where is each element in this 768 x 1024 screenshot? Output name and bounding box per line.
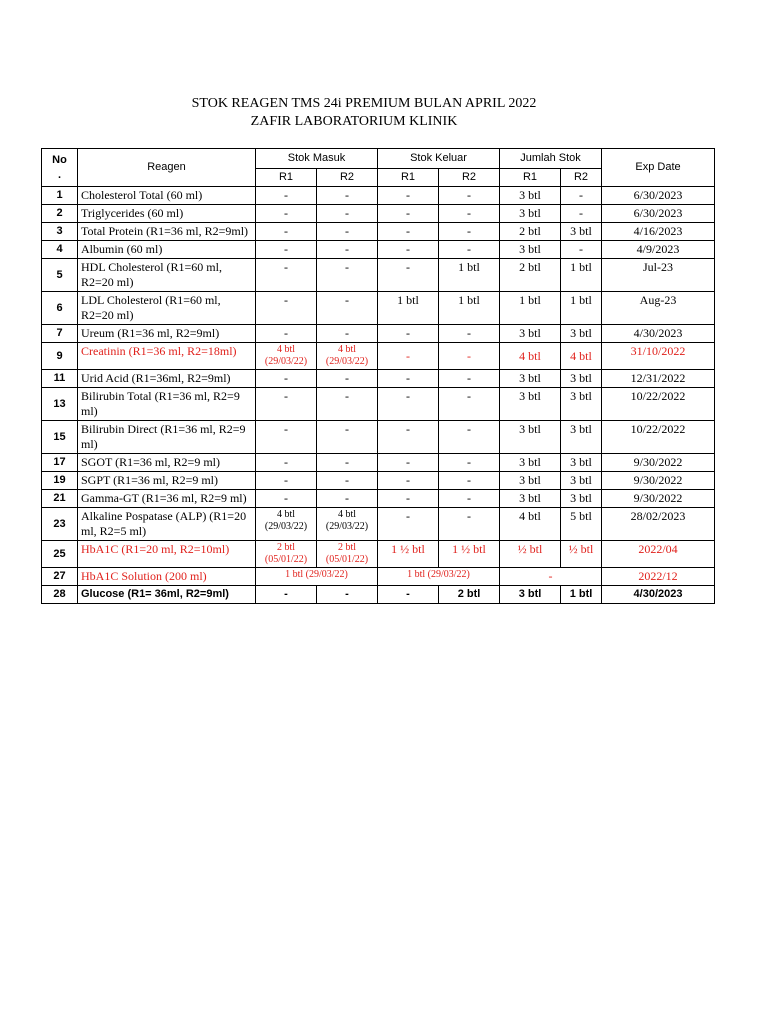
stok-keluar-r1: - [378,421,439,454]
exp-date: 12/31/2022 [602,370,715,388]
stok-masuk-r1: 4 btl (29/03/22) [256,343,317,370]
jumlah-stok-r1: 3 btl [500,205,561,223]
jumlah-stok-r2: 3 btl [561,388,602,421]
reagen-name: HbA1C Solution (200 ml) [78,568,256,586]
header-exp-date: Exp Date [602,149,715,187]
stok-keluar-r2: - [439,370,500,388]
header-stok-keluar: Stok Keluar [378,149,500,169]
stok-keluar-r2: - [439,187,500,205]
reagen-name: LDL Cholesterol (R1=60 ml, R2=20 ml) [78,292,256,325]
stok-keluar-r1: - [378,508,439,541]
jumlah-stok-r2: 1 btl [561,586,602,604]
stok-masuk-r1: - [256,187,317,205]
table-row [42,205,715,223]
jumlah-stok-r2: 4 btl [561,343,602,370]
exp-date: 6/30/2023 [602,187,715,205]
table-row [42,421,715,454]
row-no: 27 [42,568,78,586]
header-no-line1: No [52,153,67,166]
jumlah-stok-r1: 3 btl [500,421,561,454]
exp-date: 4/30/2023 [602,586,715,604]
table-row [42,259,715,292]
stok-keluar-r1: - [378,205,439,223]
header-no-line2: . [57,168,62,181]
exp-date: 9/30/2022 [602,454,715,472]
reagen-name: Glucose (R1= 36ml, R2=9ml) [78,586,256,604]
exp-date: 4/9/2023 [602,241,715,259]
document-subtitle: ZAFIR LABORATORIUM KLINIK [250,114,458,129]
stok-masuk-r1: - [256,325,317,343]
stok-masuk-r2: - [317,205,378,223]
table-row [42,388,715,421]
header-stok-masuk: Stok Masuk [256,149,378,169]
row-no: 6 [42,292,78,325]
stok-masuk-r1: - [256,490,317,508]
stok-keluar-r1: - [378,325,439,343]
exp-date: 4/30/2023 [602,325,715,343]
exp-date: Jul-23 [602,259,715,292]
stok-masuk-r1: - [256,205,317,223]
jumlah-stok-r1: 3 btl [500,187,561,205]
stok-keluar-r1: - [378,388,439,421]
stok-masuk-r2: - [317,292,378,325]
stok-keluar-r2: - [439,472,500,490]
table-row [42,370,715,388]
table-row [42,343,715,370]
exp-date: 2022/12 [602,568,715,586]
reagen-name: Cholesterol Total (60 ml) [78,187,256,205]
jumlah-stok-r1: 3 btl [500,454,561,472]
stok-keluar-r2: 1 btl [439,292,500,325]
jumlah-stok-r1: 3 btl [500,241,561,259]
stok-masuk-r1: - [256,586,317,604]
stok-keluar-r1: - [378,223,439,241]
stok-keluar-r2: - [439,223,500,241]
reagen-name: SGOT (R1=36 ml, R2=9 ml) [78,454,256,472]
header-r2: R2 [561,169,602,187]
table-row [42,454,715,472]
jumlah-stok-r1: ½ btl [500,541,561,568]
stok-keluar-r1: 1 ½ btl [378,541,439,568]
reagen-name: Creatinin (R1=36 ml, R2=18ml) [78,343,256,370]
jumlah-stok-r2: - [561,205,602,223]
table-row [42,541,715,568]
row-no: 1 [42,187,78,205]
stok-keluar-merged: 1 btl (29/03/22) [378,568,500,586]
stok-masuk-r1: - [256,454,317,472]
stok-keluar-r2: - [439,325,500,343]
stok-keluar-r2: - [439,454,500,472]
stok-masuk-r1: - [256,421,317,454]
header-r2: R2 [439,169,500,187]
jumlah-stok-r2: 1 btl [561,292,602,325]
reagen-name: Bilirubin Direct (R1=36 ml, R2=9 ml) [78,421,256,454]
stok-keluar-r1: - [378,241,439,259]
row-no: 11 [42,370,78,388]
reagen-name: Total Protein (R1=36 ml, R2=9ml) [78,223,256,241]
jumlah-stok-r1: 2 btl [500,259,561,292]
exp-date: 28/02/2023 [602,508,715,541]
jumlah-stok-r2: 3 btl [561,421,602,454]
table-row [42,325,715,343]
exp-date: 10/22/2022 [602,421,715,454]
stok-masuk-r2: 4 btl (29/03/22) [317,343,378,370]
row-no: 7 [42,325,78,343]
exp-date: 9/30/2022 [602,490,715,508]
stok-masuk-r2: - [317,490,378,508]
stok-masuk-r1: 4 btl (29/03/22) [256,508,317,541]
row-no: 9 [42,343,78,370]
exp-date: 31/10/2022 [602,343,715,370]
stok-masuk-r1: - [256,370,317,388]
stok-keluar-r1: - [378,454,439,472]
stok-masuk-r1: - [256,472,317,490]
jumlah-stok-r1: 3 btl [500,388,561,421]
stok-keluar-r2: 2 btl [439,586,500,604]
exp-date: 2022/04 [602,541,715,568]
header-r1: R1 [500,169,561,187]
stok-masuk-r1: - [256,241,317,259]
table-row [42,568,715,586]
stok-keluar-r1: - [378,259,439,292]
row-no: 21 [42,490,78,508]
stok-masuk-r2: - [317,421,378,454]
stok-masuk-r1: - [256,223,317,241]
jumlah-stok-r1: 1 btl [500,292,561,325]
stok-masuk-r1: - [256,259,317,292]
jumlah-stok-r2: 3 btl [561,370,602,388]
stok-masuk-merged: 1 btl (29/03/22) [256,568,378,586]
header-jumlah-stok: Jumlah Stok [500,149,602,169]
jumlah-stok-merged: - [500,568,602,586]
stok-keluar-r2: - [439,343,500,370]
stok-masuk-r2: - [317,325,378,343]
stok-keluar-r1: - [378,586,439,604]
document-titles [0,95,768,131]
stok-keluar-r2: 1 ½ btl [439,541,500,568]
jumlah-stok-r1: 4 btl [500,508,561,541]
header-reagen: Reagen [78,149,256,187]
table-row [42,508,715,541]
jumlah-stok-r2: 3 btl [561,454,602,472]
header-r1: R1 [378,169,439,187]
row-no: 15 [42,421,78,454]
jumlah-stok-r2: 3 btl [561,472,602,490]
header-r2: R2 [317,169,378,187]
row-no: 28 [42,586,78,604]
jumlah-stok-r1: 2 btl [500,223,561,241]
row-no: 23 [42,508,78,541]
header-r1: R1 [256,169,317,187]
stok-keluar-r2: - [439,421,500,454]
table-row [42,187,715,205]
reagen-name: SGPT (R1=36 ml, R2=9 ml) [78,472,256,490]
jumlah-stok-r2: - [561,187,602,205]
row-no: 19 [42,472,78,490]
stok-masuk-r2: 2 btl (05/01/22) [317,541,378,568]
exp-date: 9/30/2022 [602,472,715,490]
jumlah-stok-r2: 3 btl [561,325,602,343]
jumlah-stok-r1: 3 btl [500,325,561,343]
jumlah-stok-r1: 4 btl [500,343,561,370]
stok-masuk-r2: - [317,259,378,292]
jumlah-stok-r2: ½ btl [561,541,602,568]
reagen-name: HDL Cholesterol (R1=60 ml, R2=20 ml) [78,259,256,292]
stok-masuk-r2: - [317,472,378,490]
jumlah-stok-r2: 3 btl [561,490,602,508]
stok-masuk-r2: - [317,454,378,472]
stok-masuk-r2: - [317,241,378,259]
stok-keluar-r1: 1 btl [378,292,439,325]
row-no: 3 [42,223,78,241]
stok-masuk-r1: - [256,388,317,421]
document-title: STOK REAGEN TMS 24i PREMIUM BULAN APRIL 2022 [191,96,537,111]
jumlah-stok-r1: 3 btl [500,586,561,604]
reagen-name: HbA1C (R1=20 ml, R2=10ml) [78,541,256,568]
stok-masuk-r1: - [256,292,317,325]
row-no: 25 [42,541,78,568]
stok-masuk-r2: - [317,370,378,388]
stok-keluar-r2: 1 btl [439,259,500,292]
reagen-name: Albumin (60 ml) [78,241,256,259]
stok-keluar-r2: - [439,241,500,259]
row-no: 4 [42,241,78,259]
stok-keluar-r1: - [378,370,439,388]
stok-masuk-r2: - [317,586,378,604]
table-row [42,472,715,490]
jumlah-stok-r1: 3 btl [500,472,561,490]
jumlah-stok-r2: 3 btl [561,223,602,241]
jumlah-stok-r2: 1 btl [561,259,602,292]
reagen-name: Triglycerides (60 ml) [78,205,256,223]
stok-keluar-r1: - [378,187,439,205]
exp-date: 6/30/2023 [602,205,715,223]
row-no: 17 [42,454,78,472]
reagen-name: Alkaline Pospatase (ALP) (R1=20 ml, R2=5 ml) [78,508,256,541]
reagen-name: Ureum (R1=36 ml, R2=9ml) [78,325,256,343]
jumlah-stok-r2: 5 btl [561,508,602,541]
jumlah-stok-r2: - [561,241,602,259]
row-no: 5 [42,259,78,292]
table-row [42,490,715,508]
stock-table [41,148,715,604]
stok-masuk-r1: 2 btl (05/01/22) [256,541,317,568]
row-no: 2 [42,205,78,223]
table-row [42,292,715,325]
stok-keluar-r2: - [439,490,500,508]
row-no: 13 [42,388,78,421]
stok-keluar-r1: - [378,343,439,370]
exp-date: Aug-23 [602,292,715,325]
table-row [42,586,715,604]
stok-masuk-r2: - [317,388,378,421]
exp-date: 10/22/2022 [602,388,715,421]
stok-keluar-r1: - [378,472,439,490]
stok-keluar-r1: - [378,490,439,508]
header-no [42,149,78,187]
stok-keluar-r2: - [439,205,500,223]
jumlah-stok-r1: 3 btl [500,370,561,388]
stok-masuk-r2: - [317,187,378,205]
table-row [42,223,715,241]
stok-masuk-r2: - [317,223,378,241]
stok-keluar-r2: - [439,388,500,421]
exp-date: 4/16/2023 [602,223,715,241]
stok-masuk-r2: 4 btl (29/03/22) [317,508,378,541]
table-row [42,241,715,259]
reagen-name: Urid Acid (R1=36ml, R2=9ml) [78,370,256,388]
reagen-name: Gamma-GT (R1=36 ml, R2=9 ml) [78,490,256,508]
stok-keluar-r2: - [439,508,500,541]
jumlah-stok-r1: 3 btl [500,490,561,508]
reagen-name: Bilirubin Total (R1=36 ml, R2=9 ml) [78,388,256,421]
